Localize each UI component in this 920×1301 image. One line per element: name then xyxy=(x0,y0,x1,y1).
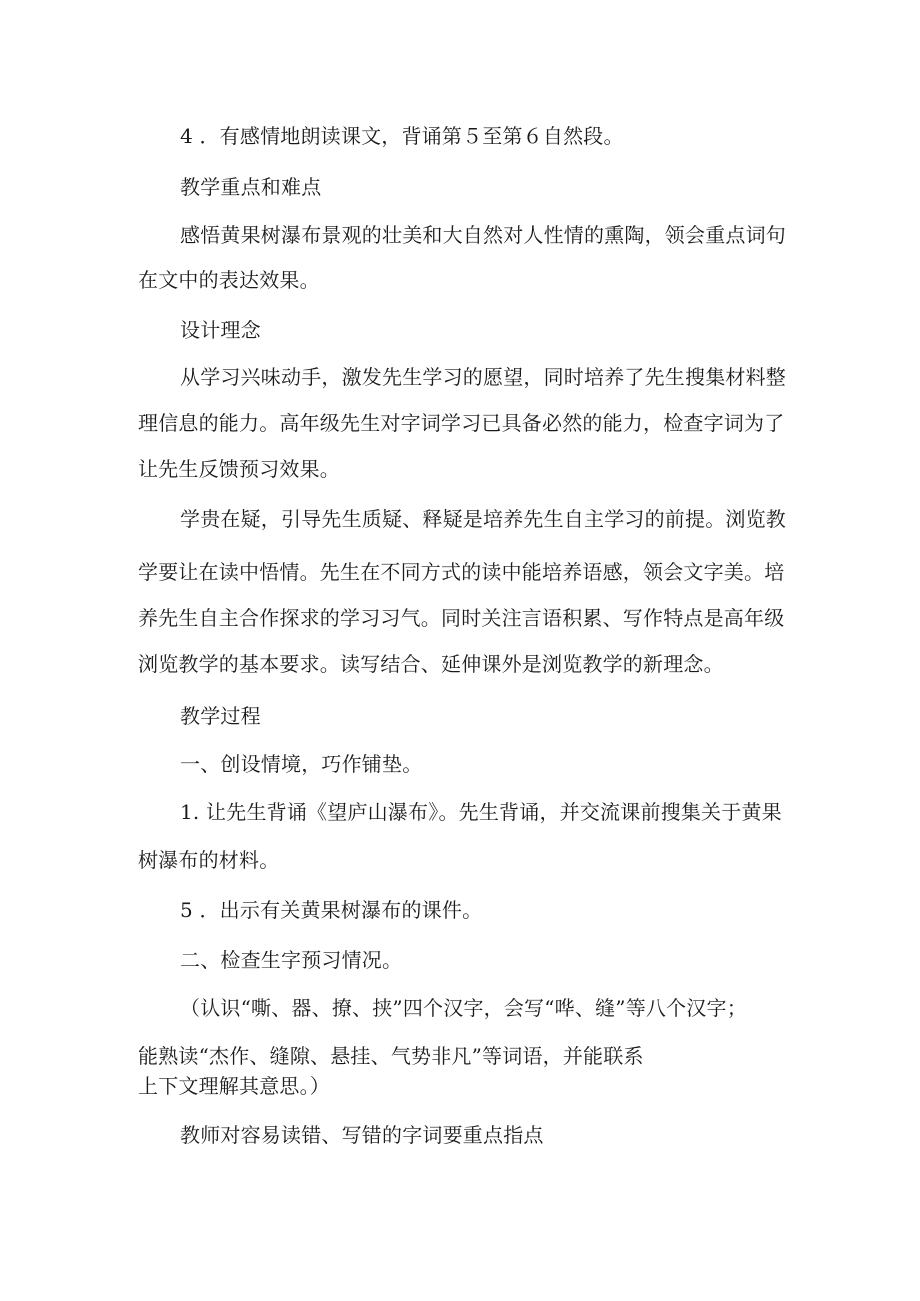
heading-design-concept: 设计理念 xyxy=(180,318,261,342)
concept-para2-line-2: 学要让在读中悟情。先生在不同方式的读中能培养语感，领会文字美。培 xyxy=(138,560,785,584)
step-two-note-line-3: 上下文理解其意思。） xyxy=(138,1074,330,1098)
key-points-line-1: 感悟黄果树瀑布景观的壮美和大自然对人性情的熏陶，领会重点词句 xyxy=(180,223,786,247)
concept-para2-line-1: 学贵在疑，引导先生质疑、释疑是培养先生自主学习的前提。浏览教 xyxy=(180,507,786,531)
step-one-item-1-line-2: 树瀑布的材料。 xyxy=(138,848,280,872)
teacher-guidance-line: 教师对容易读错、写错的字词要重点指点 xyxy=(180,1123,544,1147)
concept-para2-line-4: 浏览教学的基本要求。读写结合、延伸课外是浏览教学的新理念。 xyxy=(138,652,724,676)
concept-para1-line-2: 理信息的能力。高年级先生对字词学习已具备必然的能力，检查字词为了 xyxy=(138,411,785,435)
heading-teaching-process: 教学过程 xyxy=(180,704,261,728)
key-points-line-2: 在文中的表达效果。 xyxy=(138,268,320,292)
step-two-note-line-2: 能熟读“杰作、缝隙、悬挂、气势非凡”等词语，并能联系 xyxy=(138,1044,644,1068)
step-one-item-5: 5 ．出示有关黄果树瀑布的课件。 xyxy=(180,898,483,922)
concept-para1-line-3: 让先生反馈预习效果。 xyxy=(138,457,340,481)
step-two-heading: 二、检查生字预习情况。 xyxy=(180,948,403,972)
objective-item-4: 4 ．有感情地朗读课文，背诵第５至第６自然段。 xyxy=(180,124,624,148)
step-one-item-1-line-1: 1. 让先生背诵《望庐山瀑布》。先生背诵，并交流课前搜集关于黄果 xyxy=(180,800,782,824)
concept-para1-line-1: 从学习兴味动手，激发先生学习的愿望，同时培养了先生搜集材料整 xyxy=(180,365,786,389)
concept-para2-line-3: 养先生自主合作探求的学习习气。同时关注言语积累、写作特点是高年级 xyxy=(138,606,785,630)
step-one-heading: 一、创设情境，巧作铺垫。 xyxy=(180,752,423,776)
step-two-note-line-1: （认识“嘶、器、撩、挟”四个汉字，会写“哗、缝”等八个汉字； xyxy=(180,996,747,1020)
heading-key-points: 教学重点和难点 xyxy=(180,175,322,199)
